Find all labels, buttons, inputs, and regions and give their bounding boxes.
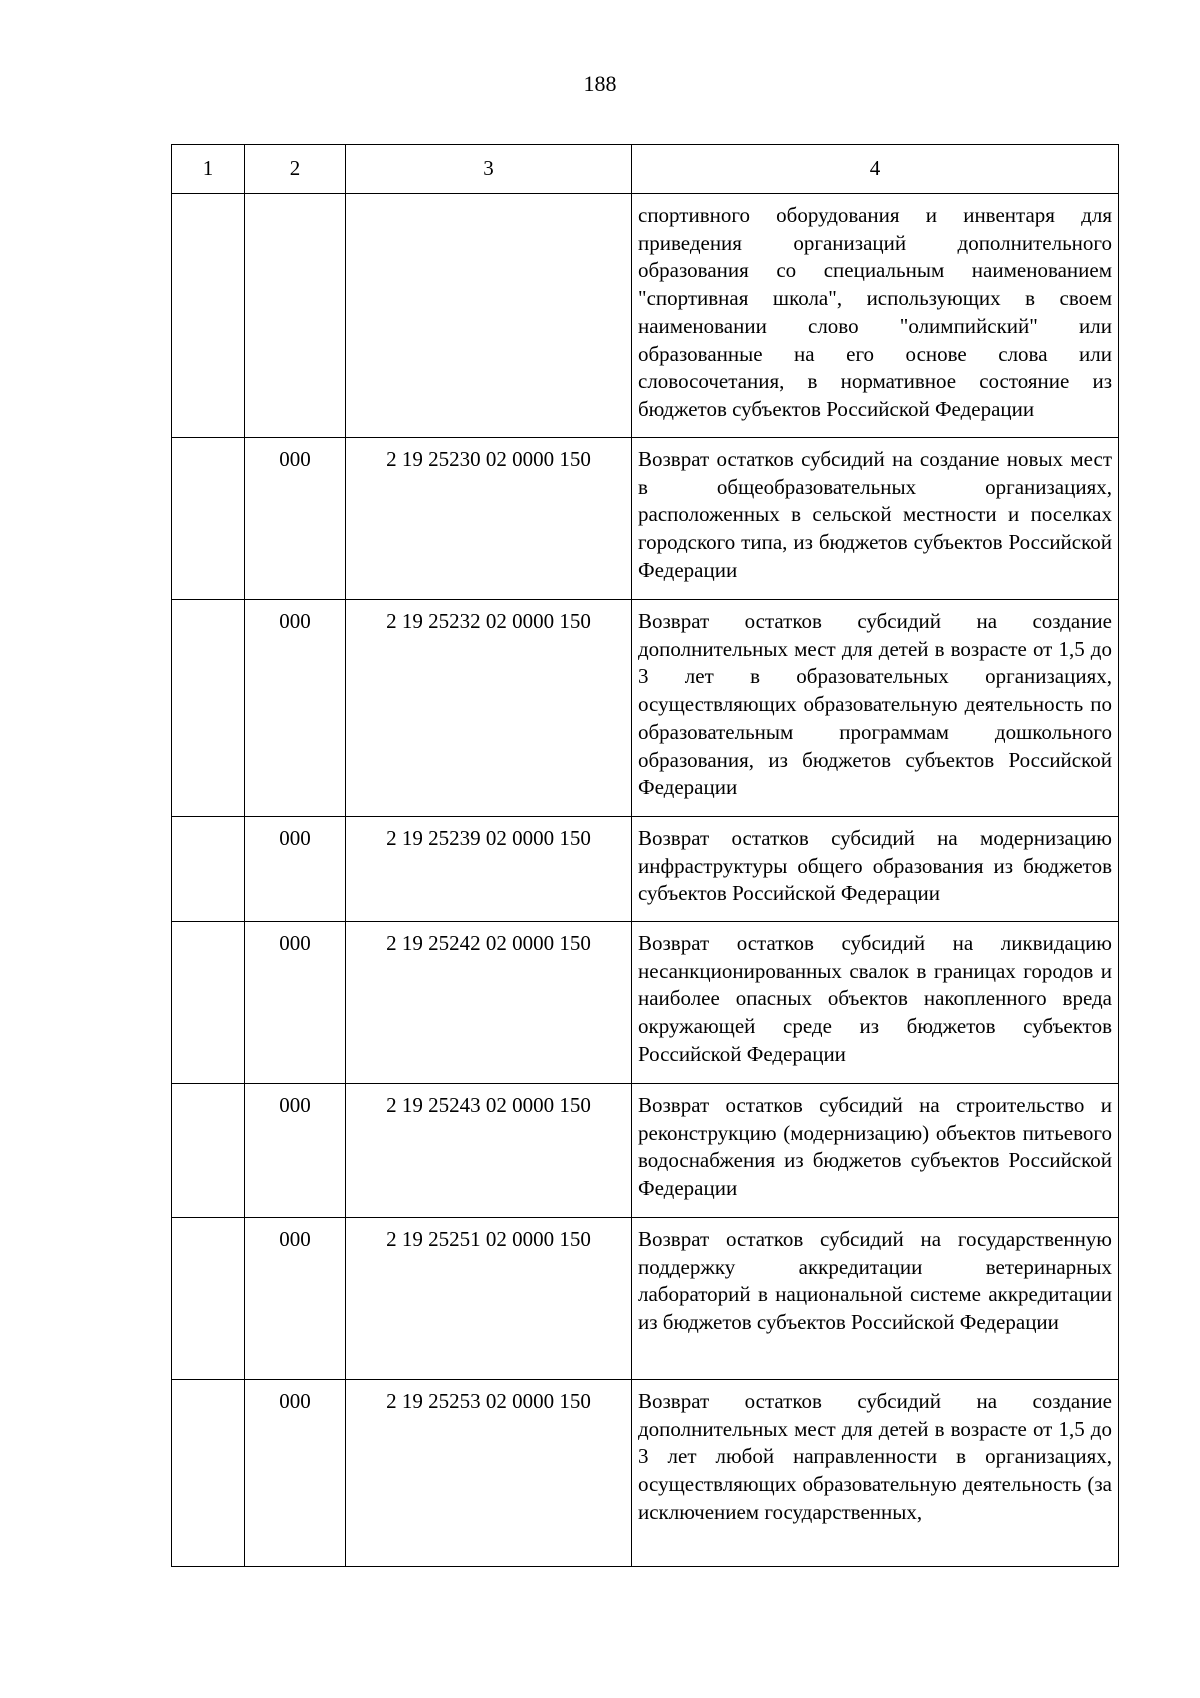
column-header-2: 2	[245, 145, 346, 194]
table-row	[172, 922, 1119, 1084]
cell-admin-code: 000	[245, 1380, 346, 1567]
cell-col1	[172, 1084, 245, 1218]
table-row	[172, 194, 1119, 438]
cell-budget-code: 2 19 25232 02 0000 150	[346, 600, 632, 817]
table-row	[172, 600, 1119, 817]
cell-description: Возврат остатков субсидий на строительство и реконструкцию (модернизацию) объектов питьевого водоснабжения из бюджетов субъектов Российской Федерации	[632, 1084, 1119, 1218]
cell-description: Возврат остатков субсидий на создание новых мест в общеобразовательных организациях, расположенных в сельской местности и поселках городского типа, из бюджетов субъектов Российской Федерации	[632, 438, 1119, 600]
cell-description: Возврат остатков субсидий на создание дополнительных мест для детей в возрасте от 1,5 до 3 лет любой направленности в организациях, осуществляющих образовательную деятельность (за исключением государственных,	[632, 1380, 1119, 1567]
cell-budget-code: 2 19 25253 02 0000 150	[346, 1380, 632, 1567]
cell-col1	[172, 194, 245, 438]
cell-col1	[172, 600, 245, 817]
cell-budget-code: 2 19 25242 02 0000 150	[346, 922, 632, 1084]
cell-admin-code: 000	[245, 922, 346, 1084]
table-row	[172, 1218, 1119, 1380]
cell-col1	[172, 1218, 245, 1380]
budget-code-table	[171, 144, 1119, 1567]
cell-admin-code: 000	[245, 1084, 346, 1218]
cell-description: спортивного оборудования и инвентаря для приведения организаций дополнительного образования со специальным наименованием "спортивная школа", использующих в своем наименовании слово "олимпийский" или образованные на его основе слова или словосочетания, в нормативное состояние из бюджетов субъектов Российской Федерации	[632, 194, 1119, 438]
cell-budget-code	[346, 194, 632, 438]
page-number: 188	[583, 71, 617, 96]
cell-admin-code: 000	[245, 438, 346, 600]
cell-admin-code: 000	[245, 817, 346, 922]
cell-description: Возврат остатков субсидий на модернизацию инфраструктуры общего образования из бюджетов субъектов Российской Федерации	[632, 817, 1119, 922]
cell-budget-code: 2 19 25251 02 0000 150	[346, 1218, 632, 1380]
cell-description: Возврат остатков субсидий на государственную поддержку аккредитации ветеринарных лабораторий в национальной системе аккредитации из бюджетов субъектов Российской Федерации	[632, 1218, 1119, 1380]
table-header-row	[172, 145, 1119, 194]
table-row	[172, 1380, 1119, 1567]
cell-admin-code: 000	[245, 600, 346, 817]
cell-admin-code: 000	[245, 1218, 346, 1380]
table-row	[172, 817, 1119, 922]
cell-col1	[172, 438, 245, 600]
column-header-3: 3	[346, 145, 632, 194]
cell-col1	[172, 922, 245, 1084]
cell-col1	[172, 817, 245, 922]
cell-description: Возврат остатков субсидий на создание дополнительных мест для детей в возрасте от 1,5 до 3 лет в образовательных организациях, осуществляющих образовательную деятельность по образовательным программам дошкольного образования, из бюджетов субъектов Российской Федерации	[632, 600, 1119, 817]
cell-description: Возврат остатков субсидий на ликвидацию несанкционированных свалок в границах городов и наиболее опасных объектов накопленного вреда окружающей среде из бюджетов субъектов Российской Федерации	[632, 922, 1119, 1084]
column-header-1: 1	[172, 145, 245, 194]
table-row	[172, 438, 1119, 600]
cell-budget-code: 2 19 25230 02 0000 150	[346, 438, 632, 600]
cell-admin-code	[245, 194, 346, 438]
cell-budget-code: 2 19 25243 02 0000 150	[346, 1084, 632, 1218]
cell-budget-code: 2 19 25239 02 0000 150	[346, 817, 632, 922]
table-row	[172, 1084, 1119, 1218]
column-header-4: 4	[632, 145, 1119, 194]
cell-col1	[172, 1380, 245, 1567]
